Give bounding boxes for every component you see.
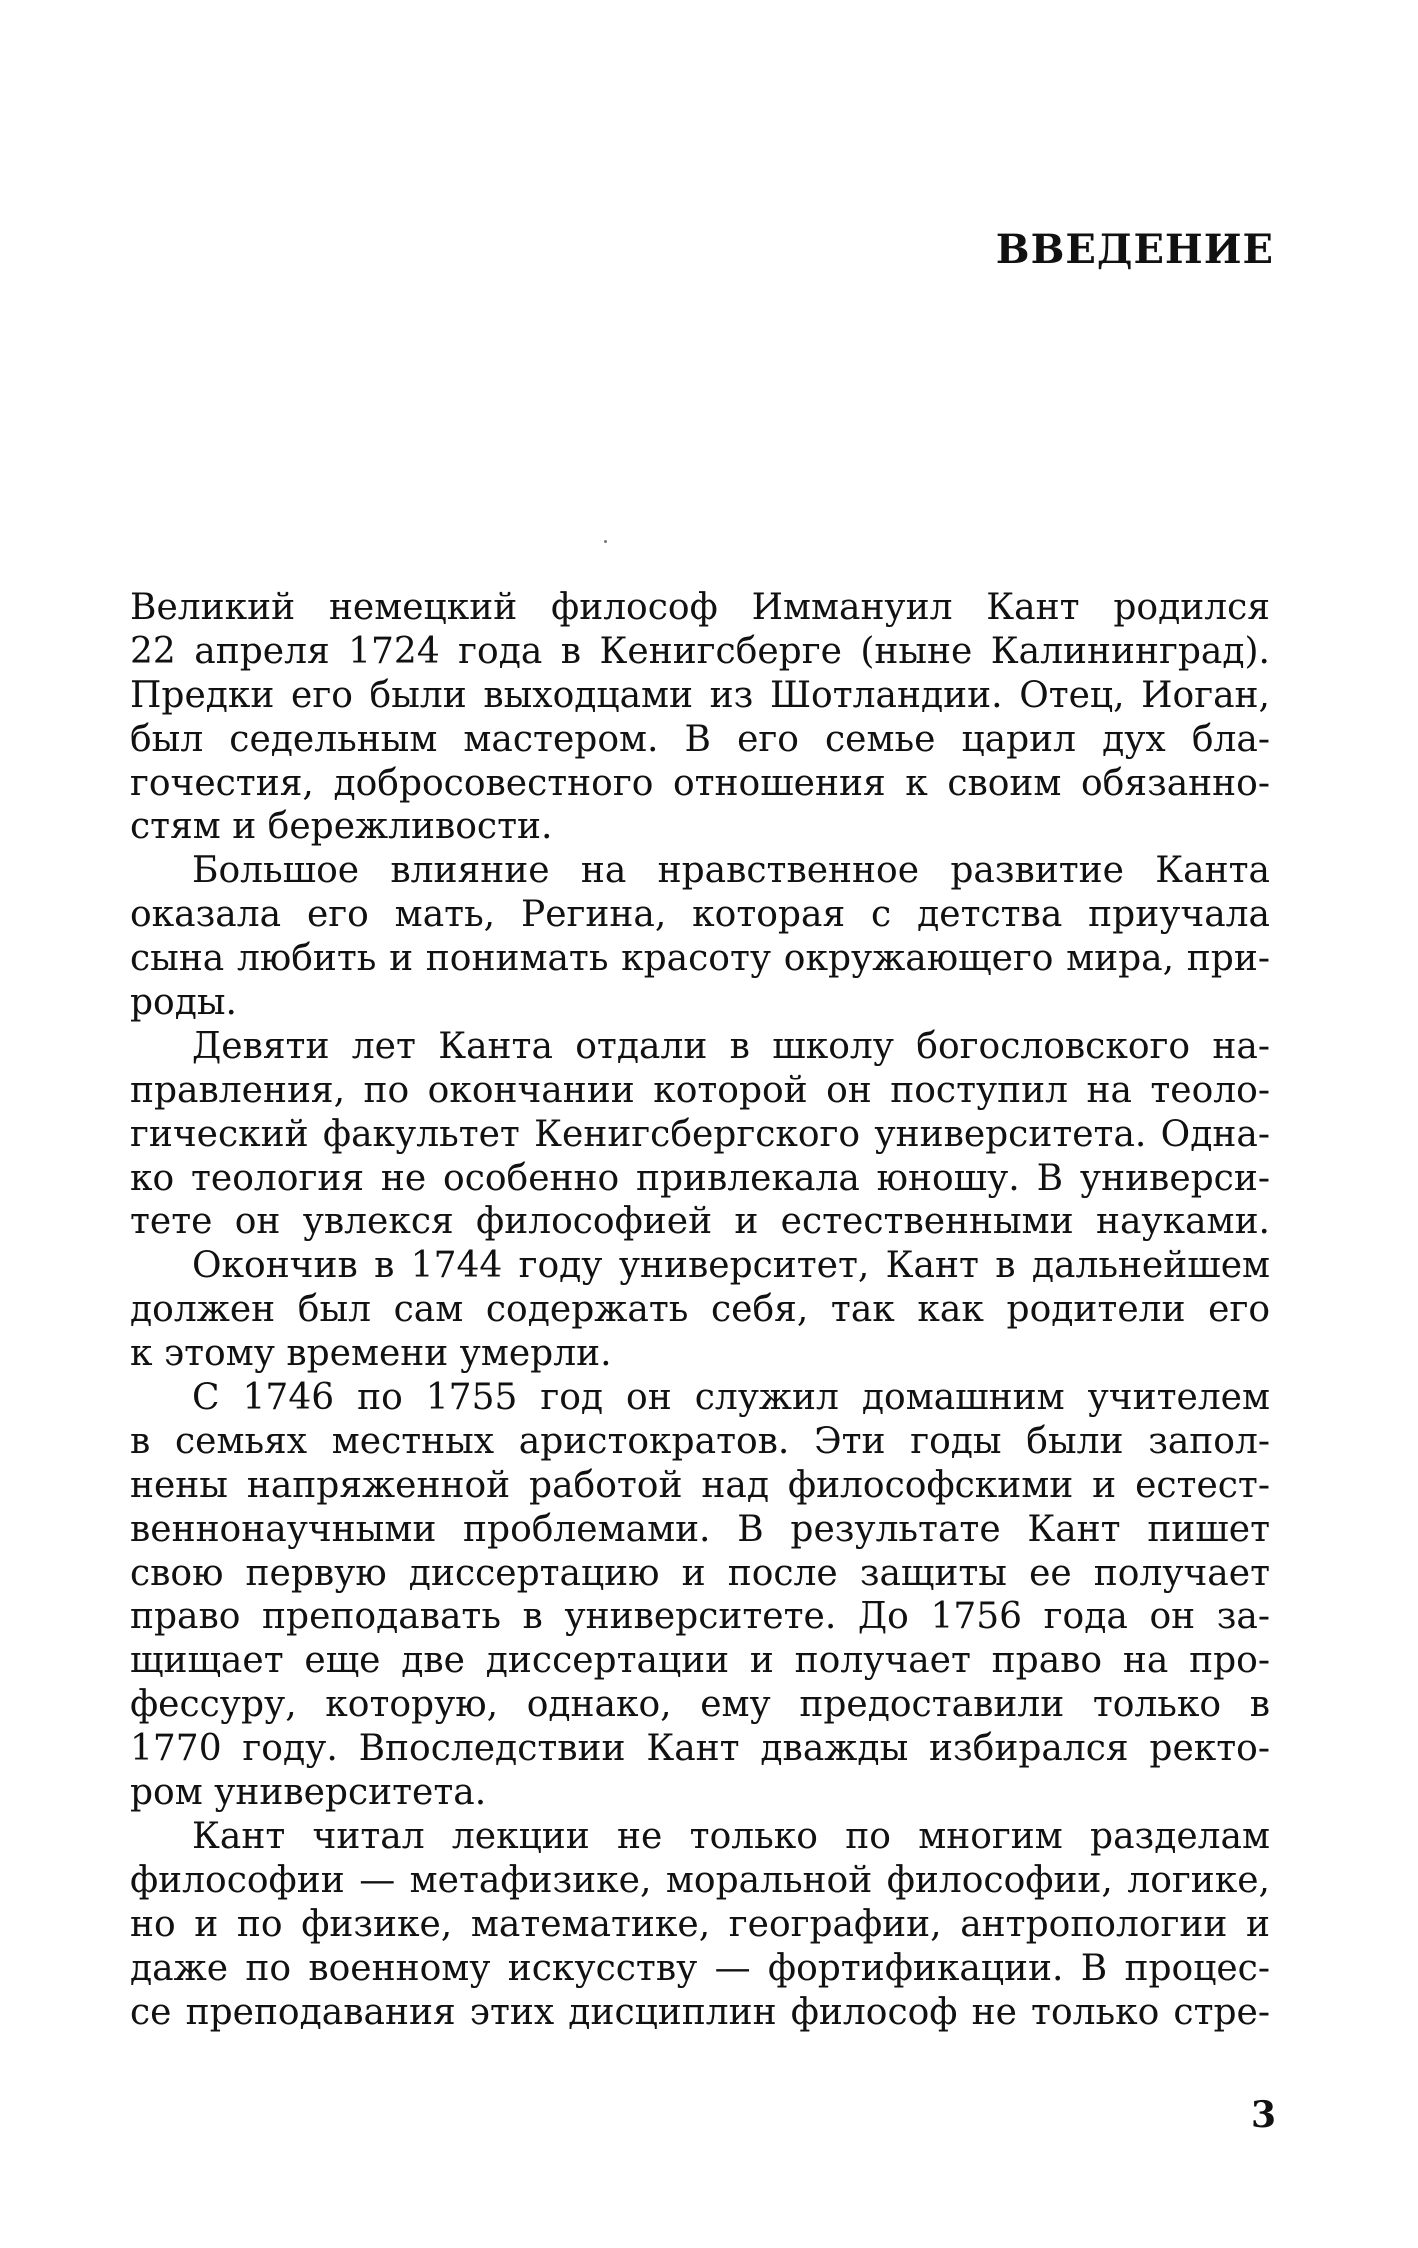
text-line: был седельным мастером. В его семье царил дух бла- <box>130 718 1270 760</box>
text-line: Большое влияние на нравственное развитие Канта <box>192 850 1270 892</box>
text-line: правления, по окончании которой он поступил на теоло- <box>130 1069 1270 1111</box>
text-line: нены напряженной работой над философскими и естест- <box>130 1464 1270 1506</box>
text-line: право преподавать в университете. До 1756 года он за- <box>130 1596 1270 1638</box>
text-line: Кант читал лекции не только по многим разделам <box>192 1815 1270 1857</box>
body-text <box>130 586 1270 2034</box>
text-line: но и по физике, математике, географии, антропологии и <box>130 1903 1270 1945</box>
text-line: свою первую диссертацию и после защиты ее получает <box>130 1552 1270 1594</box>
text-line: Окончив в 1744 году университет, Кант в дальнейшем <box>192 1245 1270 1287</box>
chapter-heading: ВВЕДЕНИЕ <box>995 226 1274 273</box>
text-line: гический факультет Кенигсбергского университета. Одна- <box>130 1113 1270 1155</box>
text-line: оказала его мать, Регина, которая с детства приучала <box>130 894 1270 936</box>
text-line: веннонаучными проблемами. В результате Кант пишет <box>130 1508 1270 1550</box>
text-line: Предки его были выходцами из Шотландии. Отец, Иоган, <box>130 674 1270 716</box>
text-line: Девяти лет Канта отдали в школу богословского на- <box>192 1025 1270 1067</box>
text-line: 1770 году. Впоследствии Кант дважды избирался ректо- <box>130 1728 1270 1770</box>
text-line: должен был сам содержать себя, так как родители его <box>130 1289 1270 1331</box>
text-line: Великий немецкий философ Иммануил Кант родился <box>130 587 1270 628</box>
text-line: 22 апреля 1724 года в Кенигсберге (ныне Калининград). <box>130 630 1270 672</box>
text-line: роды. <box>130 982 237 1024</box>
text-line: стям и бережливости. <box>130 806 553 848</box>
text-line: ром университета. <box>130 1772 487 1814</box>
text-line: сына любить и понимать красоту окружающего мира, при- <box>130 938 1270 980</box>
print-speck <box>604 540 607 543</box>
text-line: С 1746 по 1755 год он служил домашним учителем <box>192 1377 1270 1419</box>
text-line: гочестия, добросовестного отношения к своим обязанно- <box>130 762 1270 804</box>
text-line: в семьях местных аристократов. Эти годы были запол- <box>130 1420 1270 1462</box>
text-line: се преподавания этих дисциплин философ не только стре- <box>130 1991 1270 2033</box>
text-line: к этому времени умерли. <box>130 1333 612 1375</box>
text-line: ко теология не особенно привлекала юношу. В универси- <box>130 1157 1270 1199</box>
page-number: 3 <box>1250 2094 1276 2136</box>
text-line: философии — метафизике, моральной философии, логике, <box>130 1859 1270 1901</box>
text-line: щищает еще две диссертации и получает право на про- <box>130 1640 1270 1682</box>
text-line: фессуру, которую, однако, ему предоставили только в <box>130 1684 1270 1726</box>
text-line: тете он увлекся философией и естественными науками. <box>130 1201 1270 1243</box>
text-line: даже по военному искусству — фортификации. В процес- <box>130 1947 1270 1989</box>
